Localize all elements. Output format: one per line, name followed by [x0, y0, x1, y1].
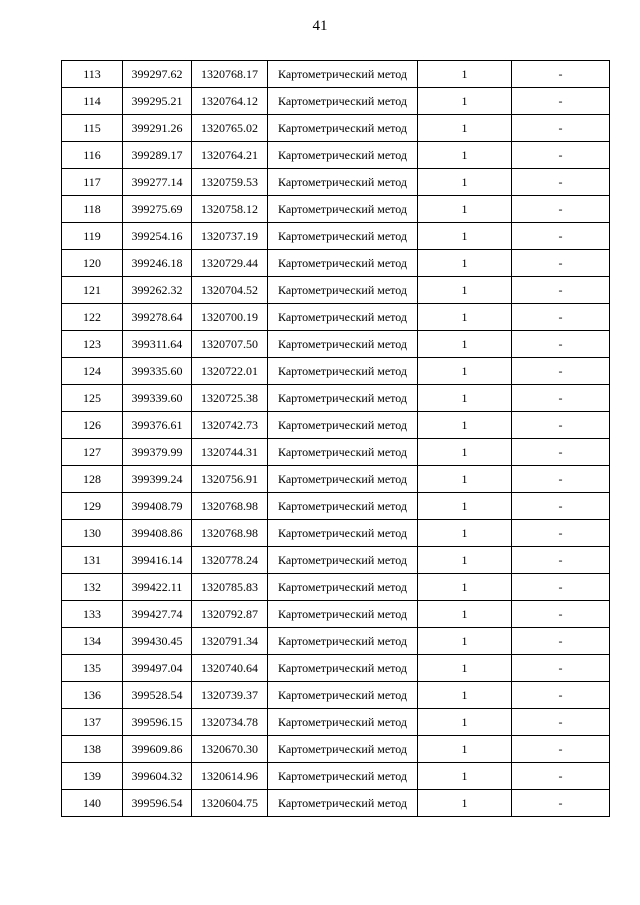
accuracy-cell: 1: [418, 790, 512, 817]
table-row: [62, 520, 610, 547]
method-cell: Картометрический метод: [268, 250, 418, 277]
y-coordinate-cell: 1320778.24: [192, 547, 268, 574]
x-coordinate-cell: 399604.32: [123, 763, 192, 790]
y-coordinate-cell: 1320729.44: [192, 250, 268, 277]
y-coordinate-cell: 1320604.75: [192, 790, 268, 817]
table-row: [62, 547, 610, 574]
y-coordinate-cell: 1320785.83: [192, 574, 268, 601]
x-coordinate-cell: 399416.14: [123, 547, 192, 574]
description-cell: -: [512, 655, 610, 682]
point-number-cell: 136: [62, 682, 123, 709]
point-number-cell: 140: [62, 790, 123, 817]
accuracy-cell: 1: [418, 655, 512, 682]
table-row: [62, 493, 610, 520]
method-cell: Картометрический метод: [268, 439, 418, 466]
method-cell: Картометрический метод: [268, 601, 418, 628]
point-number-cell: 128: [62, 466, 123, 493]
table-row: [62, 277, 610, 304]
table-row: [62, 331, 610, 358]
point-number-cell: 122: [62, 304, 123, 331]
accuracy-cell: 1: [418, 223, 512, 250]
method-cell: Картометрический метод: [268, 655, 418, 682]
point-number-cell: 120: [62, 250, 123, 277]
point-number-cell: 123: [62, 331, 123, 358]
x-coordinate-cell: 399422.11: [123, 574, 192, 601]
x-coordinate-cell: 399277.14: [123, 169, 192, 196]
y-coordinate-cell: 1320756.91: [192, 466, 268, 493]
description-cell: -: [512, 385, 610, 412]
description-cell: -: [512, 88, 610, 115]
method-cell: Картометрический метод: [268, 547, 418, 574]
description-cell: -: [512, 358, 610, 385]
x-coordinate-cell: 399291.26: [123, 115, 192, 142]
description-cell: -: [512, 574, 610, 601]
point-number-cell: 129: [62, 493, 123, 520]
description-cell: -: [512, 142, 610, 169]
description-cell: -: [512, 169, 610, 196]
table-row: [62, 763, 610, 790]
method-cell: Картометрический метод: [268, 115, 418, 142]
table-row: [62, 88, 610, 115]
method-cell: Картометрический метод: [268, 493, 418, 520]
y-coordinate-cell: 1320742.73: [192, 412, 268, 439]
table-row: [62, 196, 610, 223]
point-number-cell: 132: [62, 574, 123, 601]
x-coordinate-cell: 399339.60: [123, 385, 192, 412]
table-row: [62, 466, 610, 493]
x-coordinate-cell: 399254.16: [123, 223, 192, 250]
table-row: [62, 358, 610, 385]
table-row: [62, 574, 610, 601]
y-coordinate-cell: 1320792.87: [192, 601, 268, 628]
description-cell: -: [512, 466, 610, 493]
x-coordinate-cell: 399376.61: [123, 412, 192, 439]
method-cell: Картометрический метод: [268, 88, 418, 115]
y-coordinate-cell: 1320700.19: [192, 304, 268, 331]
description-cell: -: [512, 61, 610, 88]
table-row: [62, 304, 610, 331]
x-coordinate-cell: 399609.86: [123, 736, 192, 763]
point-number-cell: 137: [62, 709, 123, 736]
table-row: [62, 790, 610, 817]
x-coordinate-cell: 399289.17: [123, 142, 192, 169]
accuracy-cell: 1: [418, 250, 512, 277]
method-cell: Картометрический метод: [268, 61, 418, 88]
description-cell: -: [512, 412, 610, 439]
description-cell: -: [512, 736, 610, 763]
method-cell: Картометрический метод: [268, 763, 418, 790]
accuracy-cell: 1: [418, 520, 512, 547]
method-cell: Картометрический метод: [268, 682, 418, 709]
method-cell: Картометрический метод: [268, 277, 418, 304]
table-row: [62, 385, 610, 412]
x-coordinate-cell: 399497.04: [123, 655, 192, 682]
method-cell: Картометрический метод: [268, 790, 418, 817]
accuracy-cell: 1: [418, 547, 512, 574]
y-coordinate-cell: 1320759.53: [192, 169, 268, 196]
coordinates-table: [61, 60, 610, 817]
description-cell: -: [512, 277, 610, 304]
description-cell: -: [512, 223, 610, 250]
table-row: [62, 115, 610, 142]
table-row: [62, 61, 610, 88]
accuracy-cell: 1: [418, 601, 512, 628]
point-number-cell: 124: [62, 358, 123, 385]
accuracy-cell: 1: [418, 574, 512, 601]
page-number: 41: [312, 18, 328, 34]
accuracy-cell: 1: [418, 763, 512, 790]
method-cell: Картометрический метод: [268, 385, 418, 412]
description-cell: -: [512, 331, 610, 358]
y-coordinate-cell: 1320764.21: [192, 142, 268, 169]
table-row: [62, 412, 610, 439]
y-coordinate-cell: 1320768.17: [192, 61, 268, 88]
table-row: [62, 709, 610, 736]
x-coordinate-cell: 399408.86: [123, 520, 192, 547]
description-cell: -: [512, 790, 610, 817]
y-coordinate-cell: 1320758.12: [192, 196, 268, 223]
table-row: [62, 655, 610, 682]
point-number-cell: 119: [62, 223, 123, 250]
description-cell: -: [512, 493, 610, 520]
point-number-cell: 138: [62, 736, 123, 763]
point-number-cell: 134: [62, 628, 123, 655]
description-cell: -: [512, 682, 610, 709]
x-coordinate-cell: 399596.15: [123, 709, 192, 736]
method-cell: Картометрический метод: [268, 628, 418, 655]
method-cell: Картометрический метод: [268, 304, 418, 331]
description-cell: -: [512, 763, 610, 790]
description-cell: -: [512, 196, 610, 223]
y-coordinate-cell: 1320764.12: [192, 88, 268, 115]
table-row: [62, 142, 610, 169]
x-coordinate-cell: 399430.45: [123, 628, 192, 655]
point-number-cell: 125: [62, 385, 123, 412]
point-number-cell: 118: [62, 196, 123, 223]
accuracy-cell: 1: [418, 169, 512, 196]
point-number-cell: 130: [62, 520, 123, 547]
table-row: [62, 601, 610, 628]
point-number-cell: 114: [62, 88, 123, 115]
point-number-cell: 126: [62, 412, 123, 439]
x-coordinate-cell: 399528.54: [123, 682, 192, 709]
y-coordinate-cell: 1320768.98: [192, 493, 268, 520]
y-coordinate-cell: 1320768.98: [192, 520, 268, 547]
x-coordinate-cell: 399246.18: [123, 250, 192, 277]
x-coordinate-cell: 399278.64: [123, 304, 192, 331]
description-cell: -: [512, 709, 610, 736]
accuracy-cell: 1: [418, 331, 512, 358]
point-number-cell: 127: [62, 439, 123, 466]
accuracy-cell: 1: [418, 439, 512, 466]
description-cell: -: [512, 628, 610, 655]
y-coordinate-cell: 1320737.19: [192, 223, 268, 250]
description-cell: -: [512, 520, 610, 547]
description-cell: -: [512, 250, 610, 277]
point-number-cell: 113: [62, 61, 123, 88]
y-coordinate-cell: 1320765.02: [192, 115, 268, 142]
y-coordinate-cell: 1320791.34: [192, 628, 268, 655]
point-number-cell: 121: [62, 277, 123, 304]
coordinates-table-body: [62, 61, 610, 817]
y-coordinate-cell: 1320707.50: [192, 331, 268, 358]
y-coordinate-cell: 1320722.01: [192, 358, 268, 385]
y-coordinate-cell: 1320734.78: [192, 709, 268, 736]
description-cell: -: [512, 601, 610, 628]
accuracy-cell: 1: [418, 709, 512, 736]
method-cell: Картометрический метод: [268, 142, 418, 169]
y-coordinate-cell: 1320725.38: [192, 385, 268, 412]
table-row: [62, 223, 610, 250]
description-cell: -: [512, 547, 610, 574]
y-coordinate-cell: 1320704.52: [192, 277, 268, 304]
x-coordinate-cell: 399596.54: [123, 790, 192, 817]
table-row: [62, 682, 610, 709]
x-coordinate-cell: 399262.32: [123, 277, 192, 304]
y-coordinate-cell: 1320670.30: [192, 736, 268, 763]
x-coordinate-cell: 399295.21: [123, 88, 192, 115]
description-cell: -: [512, 115, 610, 142]
point-number-cell: 131: [62, 547, 123, 574]
method-cell: Картометрический метод: [268, 196, 418, 223]
method-cell: Картометрический метод: [268, 358, 418, 385]
accuracy-cell: 1: [418, 115, 512, 142]
x-coordinate-cell: 399399.24: [123, 466, 192, 493]
method-cell: Картометрический метод: [268, 574, 418, 601]
point-number-cell: 117: [62, 169, 123, 196]
method-cell: Картометрический метод: [268, 709, 418, 736]
point-number-cell: 133: [62, 601, 123, 628]
method-cell: Картометрический метод: [268, 223, 418, 250]
method-cell: Картометрический метод: [268, 331, 418, 358]
description-cell: -: [512, 439, 610, 466]
accuracy-cell: 1: [418, 412, 512, 439]
x-coordinate-cell: 399335.60: [123, 358, 192, 385]
point-number-cell: 115: [62, 115, 123, 142]
x-coordinate-cell: 399275.69: [123, 196, 192, 223]
accuracy-cell: 1: [418, 493, 512, 520]
method-cell: Картометрический метод: [268, 412, 418, 439]
point-number-cell: 139: [62, 763, 123, 790]
x-coordinate-cell: 399297.62: [123, 61, 192, 88]
accuracy-cell: 1: [418, 682, 512, 709]
accuracy-cell: 1: [418, 736, 512, 763]
method-cell: Картометрический метод: [268, 736, 418, 763]
accuracy-cell: 1: [418, 196, 512, 223]
x-coordinate-cell: 399311.64: [123, 331, 192, 358]
y-coordinate-cell: 1320614.96: [192, 763, 268, 790]
accuracy-cell: 1: [418, 88, 512, 115]
accuracy-cell: 1: [418, 466, 512, 493]
accuracy-cell: 1: [418, 385, 512, 412]
accuracy-cell: 1: [418, 304, 512, 331]
method-cell: Картометрический метод: [268, 520, 418, 547]
table-row: [62, 439, 610, 466]
accuracy-cell: 1: [418, 358, 512, 385]
table-row: [62, 736, 610, 763]
y-coordinate-cell: 1320739.37: [192, 682, 268, 709]
y-coordinate-cell: 1320740.64: [192, 655, 268, 682]
method-cell: Картометрический метод: [268, 169, 418, 196]
x-coordinate-cell: 399379.99: [123, 439, 192, 466]
table-row: [62, 250, 610, 277]
table-row: [62, 628, 610, 655]
x-coordinate-cell: 399427.74: [123, 601, 192, 628]
table-row: [62, 169, 610, 196]
x-coordinate-cell: 399408.79: [123, 493, 192, 520]
accuracy-cell: 1: [418, 142, 512, 169]
accuracy-cell: 1: [418, 61, 512, 88]
point-number-cell: 135: [62, 655, 123, 682]
accuracy-cell: 1: [418, 277, 512, 304]
point-number-cell: 116: [62, 142, 123, 169]
accuracy-cell: 1: [418, 628, 512, 655]
description-cell: -: [512, 304, 610, 331]
method-cell: Картометрический метод: [268, 466, 418, 493]
y-coordinate-cell: 1320744.31: [192, 439, 268, 466]
